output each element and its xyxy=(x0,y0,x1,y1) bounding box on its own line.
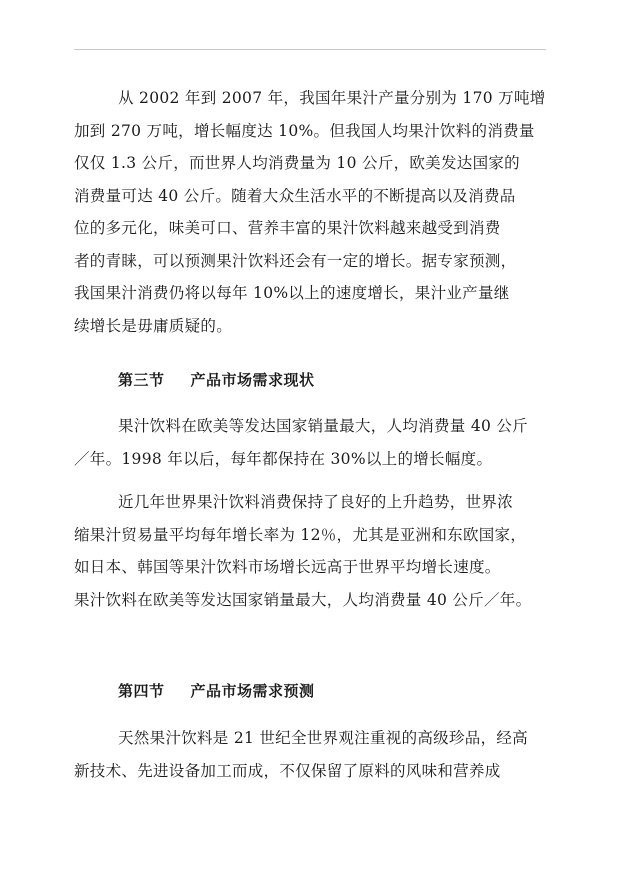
paragraph-production-growth xyxy=(74,82,554,342)
text-line: 续增长是毋庸质疑的。 xyxy=(74,316,233,335)
paragraph-world-trend xyxy=(74,486,554,616)
text-line: 果汁饮料在欧美等发达国家销量最大，人均消费量 40 公斤／年。 xyxy=(74,590,532,609)
text-line: 位的多元化，味美可口、营养丰富的果汁饮料越来越受到消费 xyxy=(74,219,501,237)
paragraph-natural-juice xyxy=(74,722,554,787)
text-line: 新技术、先进设备加工而成，不仅保留了原料的风味和营养成 xyxy=(74,761,501,780)
section-number: 第四节 xyxy=(118,682,165,700)
text-line: 近几年世界果汁饮料消费保持了良好的上升趋势，世界浓 xyxy=(118,493,514,511)
section-heading-3 xyxy=(118,369,315,390)
section-title: 产品市场需求预测 xyxy=(190,682,315,700)
text-line: 消费量可达 40 公斤。随着大众生活水平的不断提高以及消费品 xyxy=(74,186,516,205)
text-line: ／年。1998 年以后，每年都保持在 30%以上的增长幅度。 xyxy=(74,449,493,468)
text-line: 从 2002 年到 2007 年，我国年果汁产量分别为 170 万吨增 xyxy=(118,89,546,107)
text-line: 仅仅 1.3 公斤，而世界人均消费量为 10 公斤，欧美发达国家的 xyxy=(74,154,520,172)
text-line: 缩果汁贸易量平均每年增长率为 12％，尤其是亚洲和东欧国家， xyxy=(74,525,527,544)
text-line: 天然果汁饮料是 21 世纪全世界观注重视的高级珍品，经高 xyxy=(118,729,528,747)
section-number: 第三节 xyxy=(118,371,165,389)
section-heading-4 xyxy=(118,680,315,701)
paragraph-market-status xyxy=(74,410,554,475)
header-rule xyxy=(74,49,546,50)
text-line: 加到 270 万吨，增长幅度达 10%。但我国人均果汁饮料的消费量 xyxy=(74,121,535,140)
text-line: 果汁饮料在欧美等发达国家销量最大，人均消费量 40 公斤 xyxy=(118,417,528,435)
text-line: 如日本、韩国等果汁饮料市场增长远高于世界平均增长速度。 xyxy=(74,558,501,576)
text-line: 我国果汁消费仍将以每年 10%以上的速度增长，果汁业产量继 xyxy=(74,284,510,302)
section-title: 产品市场需求现状 xyxy=(190,371,315,389)
text-line: 者的青睐，可以预测果汁饮料还会有一定的增长。据专家预测， xyxy=(74,251,517,270)
